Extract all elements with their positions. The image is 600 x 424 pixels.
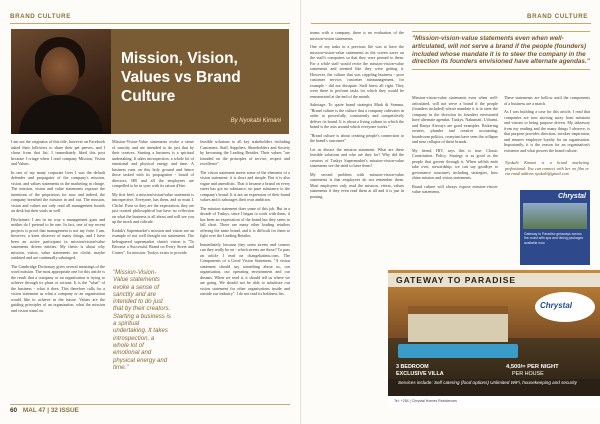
pull-quote: "Mission-Vision-Value statements evoke a sense of sanctity and are intended to do just that by their creators. Starting a business is a spiritual undertaking. It takes introspection, a whole lot of emotional and physical energy and time." (113, 269, 171, 371)
paragraph: Sabotage: To quote brand strategist Mark di Somma, "Brand culture is the culture that a company cultivates in order to powerfully, consistently and competitively deliver its brand. It is about a living culture in which the brand is the axis around which everyone works." (310, 102, 404, 129)
paragraph: Immediately, because they seem streets and corners can they really be on - which streets are those? To pass an article I read on changekatimu.com, The Components of a Good Vision Statement, "A vision statement should say something about us, our organisation, our operating environment and our dreams. When we read it, it should tell us where we are going. We should not be able to substitute our vision statement for other organisations inside and outside our industry". I do not read its boldness fits. (200, 241, 290, 296)
article-column-6 (504, 95, 590, 156)
paragraph: My friend, HIV, says this is true: Classic Constitution. Policy. Strategy is as good as the people that govern through it. When selfish ends take over, stewardship, we can say goodbye to governance structures including strategies, how shine mission and vision statements. (412, 147, 498, 180)
paragraph: I am not the originator of this title, however on Facebook asked their followers to share their pet peeves, and I chose from that list. I immediately liked this post because I cringe when I read company Mission, Vision and Values. (11, 139, 105, 166)
photo-face (41, 47, 79, 95)
chrystal-villa-ad[interactable] (388, 270, 600, 408)
paragraph: One of my tasks in a previous life was to have the mission-vision-value statements as the screen saver on the staff's computers so that they were primed to them. For a while staff would recite the mission-vision-value statements and seemed like they were getting it. However, the culture that was crippling business - poor customer service, customer mismanagement, for example - did not dissipate. Staff knew all right. They were there to perform tasks for which they would be remunerated at the end of the month. (310, 44, 404, 99)
ad-headline: GATEWAY TO PARADISE (396, 275, 517, 285)
paragraph: My second problem with mission-vision-value statements is that employees do not remember them. Most employees only read the mission, vision, values statements if they even read them at all and it is just in passing. (310, 171, 404, 199)
paragraph: feasible solutions to all key stakeholders including Customers, Staff, Suppliers, Shareholders and Society by becoming the Leading Retailer. Their values "are founded on the principles of service, respect and excellence". (200, 139, 290, 166)
paragraph: Brand culture will always expose mission-vision-value statements. (412, 183, 498, 194)
ad-price: 4,500/= PER NIGHT (506, 364, 559, 370)
paragraph: Disclaimer: I am in no way a management guru and neither do I pretend to be one. In fact, one of my recent projects is proof that management is not my forte. I am, however, a keen observer of many things, and I have been an active participant in mission/vision/value statements driven entities. My thesis is about why mission, vision, value statements are cliché, maybe outdated and are continually sabotaged. (11, 216, 105, 260)
ad-logo: Chrystal (557, 193, 586, 200)
paragraph: Mission-Vision-Value statements evoke a sense of sanctity and are intended to do just that by their creators. Starting a business is a spiritual undertaking. It takes introspection, a whole lot of emotional and physical energy and time. A business runs on this holy ground and hence those tasked with its propagation - board of directors, HR and all the employees are compelled to be in sync with its raison d'être. (112, 139, 194, 188)
author-photo (11, 29, 111, 134)
pool-illustration (398, 344, 518, 358)
ad-footer (388, 396, 600, 408)
section-label: BRAND CULTURE (10, 13, 71, 20)
section-label-right: BRAND CULTURE (527, 13, 588, 20)
top-rule-right (311, 23, 591, 24)
article-column-4 (310, 30, 404, 202)
paragraph: The Cambridge Dictionary gives several meanings of the word mission. The most appropriate one for this article is the result that a company or an organisation is trying to achieve through its plans or actions. It is the "what" of the business - what it does. This therefore calls for a vision statement as what a company or an organisation would like to achieve in the future. Values are the guiding principles of an organisation, what the mission and vision stand on. (11, 263, 105, 313)
paragraph: Let us dissect the mission statement. What are these feasible solutions and who are they for? Why did the creators of Tuskys Supermarket's mission-vision-value statements see the need to have them? (310, 146, 404, 168)
ad-villa-type: EXCLUSIVE VILLA (396, 371, 444, 377)
top-rule (10, 23, 290, 24)
paragraph: "Brand culture is about creating people's connection to the brand's outcomes" (310, 132, 404, 143)
paragraph: The vision statement meets some of the elements of a vision statement: it is short and simple. But it is also vague and unrealistic. That it became a brand on every street has got no substance, no pure substance to the company's brand. It is not an expression of their brand values and it sabotages their own ambition. (200, 169, 290, 202)
ad-price-unit: PER HOUSE (512, 371, 544, 377)
article-byline: By Nyokabi Kimani (230, 118, 281, 124)
paragraph: The mission statement does some of this job. But in a decade of Tuskys, since I began to work with them, it has been an expectation of the brand but they seem to fall short. There are many other leading retailers offering the same brand, and it is difficult for them to fight over the Leading Retailer. (200, 205, 290, 238)
article-column-1 (11, 139, 105, 316)
ad-services (388, 379, 600, 396)
footer-rule (10, 404, 290, 405)
ad-image (523, 203, 587, 229)
article-column-3 (200, 139, 290, 300)
paragraph: As I was building a case for this article, I read that companies are now moving away from missions and visions to being purpose driven. My takeaway from my reading and the many things I observe, is that purpose provides direction, invokes inspiration, and ensures employee loyalty for an organisation. Importantly, it is the reason for an organisation's existence and what powers the brand culture. (504, 109, 590, 153)
ad-bedrooms: 3 BEDROOM (396, 364, 429, 370)
ad-services-text: Services include: Self catering (food options) Unlimited WiFi, housekeeping and security (398, 380, 577, 385)
paragraph: teams with a company, there is no evaluation of the mission-vision statements. (310, 30, 404, 41)
ad-text: Gateway to Paradise getaways across the coast with spa and dining packages available now. (524, 232, 584, 245)
paragraph: Mission-vision-value statements even when well-articulated, will not serve a brand if the people (founders included) whose mandate it is to steer the company in the direction its founders envisioned have alternate agendas. Tuskys, Nakumatt, Uchumi, and Kenya Airways are good examples. Bickering owners, plunder and creative accounting, boardroom politics, cronyism have seen the collapse and near collapse of these brands. (412, 95, 498, 144)
paragraph: My first beef: a mission/vision/value statement is introspective. Everyone, has them, and so must I. Cliché. Even so they are the expectation, they are just created philosophical but have no reflection on what the business is all about and will see you up the mock and ridicule. (112, 191, 194, 224)
chrystal-small-ad[interactable] (520, 190, 590, 265)
ad-footer-text: Tel: +254 | Chrystal Homes Residences (394, 399, 457, 403)
article-column-2 (112, 139, 194, 258)
author-note: Nyokabi Kimani is a brand marketing professional. You can connect with her on film or via email address nyokabi@gmail.com (505, 160, 589, 176)
villa-illustration (408, 306, 508, 342)
title-panel (111, 29, 289, 134)
article-title: Mission, Vision, Values vs Brand Culture (121, 50, 241, 105)
ad-headline-band (388, 273, 600, 287)
brand-logo: Chrystal (540, 301, 573, 310)
photo-body (19, 95, 103, 134)
issue-label: MAL 47 | 32 ISSUE (22, 407, 79, 414)
paragraph: In one of my many corporate lives I was the default defender and propagator of the company's mission, vision, and values statements in the marketing in charge. The mission, vision and value statements espouse the intentions of the proprietors for now and indeed, the company breathed the mission in and out. The mission, vision and values not only read all management boards on desk but their souls as well. (11, 169, 105, 213)
page-number: 60 (10, 407, 18, 414)
pull-quote-right: "Mission-vision-value statements even when well-articulated, will not serve a brand if the people (founders) included whose mandate it is to steer the company in the direction its founders envisioned have alternate agendas." (412, 31, 590, 70)
paragraph: These statements are hollow until the components of a business are a match. (504, 95, 590, 106)
page-footer (10, 407, 79, 414)
paragraph: Kodak's Supermarket's mission and vision are an example of not well thought out statements. The beleaguered supermarket chain's vision is "To Become a Successful Brand on Every Street and Corner". Its mission: Tuskys exists to provide (112, 227, 194, 255)
article-column-5 (412, 95, 498, 198)
